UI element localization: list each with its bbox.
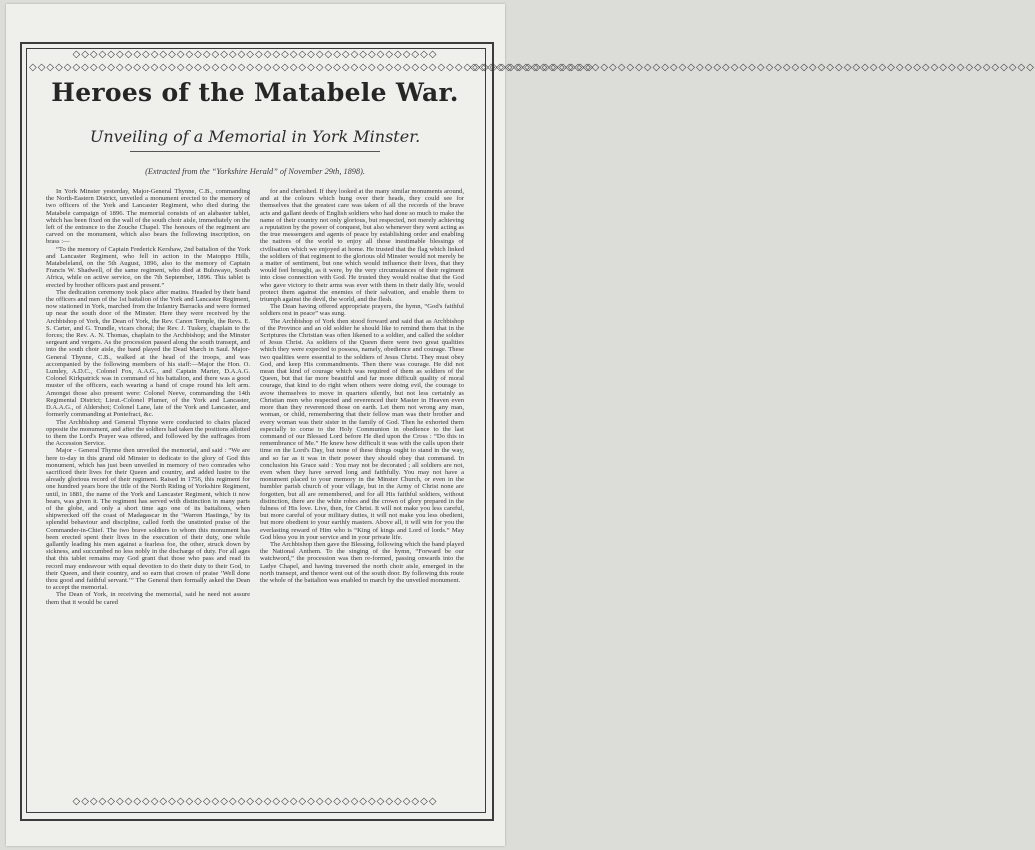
ornamental-border-left: ◇◇◇◇◇◇◇◇◇◇◇◇◇◇◇◇◇◇◇◇◇◇◇◇◇◇◇◇◇◇◇◇◇◇◇◇◇◇◇◇◇◇◇◇◇◇◇◇◇◇◇◇◇◇◇◇◇◇◇◇◇◇◇◇◇	[29, 62, 594, 73]
article-paragraph: The Dean having offered appropriate prayers, the hymn, “God's faithful soldiers rest in peace” was sung.	[260, 303, 464, 318]
source-note: (Extracted from the “Yorkshire Herald” of November 29th, 1898).	[145, 167, 365, 176]
article-paragraph: The dedication ceremony took place after matins. Headed by their band the officers and men of the 1st battalion of the York and Lancaster Regiment, now stationed in York, marched from the Infantry Barracks and were formed up near the south door of the Minster. Here they were received by the Archbishop of York, the Dean of York, the Rev. Canon Temple, the Revs. E. S. Carter, and G. Trundle, vicars choral; the Rev. J. Tuskey, chaplain to the forces; the Rev. A. N. Thomas, chaplain to the Archbishop; and the Minster sergeant and vergers. As the procession passed along the south transept, and into the south choir aisle, the band played the Dead March in Saul. Major-General Thynne, C.B., walked at the head of the troops, and was accompanied by the following members of his staff:—Major the Hon. O. Lumley, A.D.C., Colonel Fox, A.A.G., and Captain Marter, D.A.A.G. Colonel Kirkpatrick was in command of his battalion, and there was a good muster of the officers, each wearing a band of crape round his left arm. Amongst those also present were: Colonel Neeve, commanding the 14th Regimental District; Lieut.-Colonel Plumer, of the York and Lancaster, D.A.A.G., of Aldershot; Colonel Lane, late of the York and Lancaster, and formerly commanding at Pontefract, &c.	[46, 288, 250, 419]
newspaper-sheet	[6, 4, 1035, 846]
article-paragraph: The Archbishop and General Thynne were conducted to chairs placed opposite the monument, and after the soldiers had taken the positions allotted to them the Lord's Prayer was offered, and followed by the suffrages from the Accession Service.	[46, 418, 250, 448]
article-paragraph: In York Minster yesterday, Major-General Thynne, C.B., commanding the North-Eastern District, unveiled a monument erected to the memory of two officers of the York and Lancaster Regiment, who died during the Matabele campaign of 1896. The memorial consists of an alabaster tablet, which has been fixed on the wall of the south choir aisle, immediately on the left of the entrance to the Zouche Chapel. The honours of the regiment are carved on the monument, which also bears the following inscription, on brass :—	[46, 188, 250, 246]
ornamental-border-top: ◇◇◇◇◇◇◇◇◇◇◇◇◇◇◇◇◇◇◇◇◇◇◇◇◇◇◇◇◇◇◇◇◇◇◇◇◇◇◇◇◇◇	[72, 49, 438, 60]
article-columns	[46, 188, 464, 788]
article-paragraph: Major - General Thynne then unveiled the memorial, and said : “We are here to-day in this grand old Minster to dedicate to the glory of God this monument, which has just been unveiled in memory of two comrades who sacrificed their lives for their Queen and country, and added lustre to the already glorious record of their regiment. Raised in 1756, this regiment for one hundred years bore the title of the North Riding of Yorkshire Regiment, until, in 1881, the name of the York and Lancaster Regiment, which it now bears, was given it. The regiment has served with distinction in many parts of the globe, and only a short time ago one of its battalions, when shipwrecked off the coast of Madagascar in the ‘Warren Hastings,’ by its splendid behaviour and discipline, called forth the unstinted praise of the Commander-in-Chief. The two brave soldiers to whom this monument has been erected spent their lives in the execution of their duty, one while gallantly leading his men against a fearless foe, the other, struck down by sickness, and succumbed no less nobly in the discharge of duty. For all ages that this tablet remains may God grant that those who pass and read its record may endeavour with equal devotion to do their duty to their God, to their Queen, and their country, and so earn that crown of praise ‘Well done thou good and faithful servant.’” The General then formally asked the Dean to accept the memorial.	[46, 447, 250, 592]
subtitle-underline	[130, 151, 380, 152]
article-paragraph: “To the memory of Captain Frederick Kershaw, 2nd battalion of the York and Lancaster Regiment, who fell in action in the Matoppo Hills, Matabeleland, on the 5th August, 1896, also to the memory of Captain Francis W. Shadwell, of the same regiment, who died at Buluwayo, South Africa, while on active service, on the 7th September, 1896. This tablet is erected by brother officers past and present.”	[46, 245, 250, 289]
column-right	[260, 188, 464, 788]
ornamental-border-right: ◇◇◇◇◇◇◇◇◇◇◇◇◇◇◇◇◇◇◇◇◇◇◇◇◇◇◇◇◇◇◇◇◇◇◇◇◇◇◇◇◇◇◇◇◇◇◇◇◇◇◇◇◇◇◇◇◇◇◇◇◇◇◇◇◇	[470, 62, 1035, 73]
article-paragraph: for and cherished. If they looked at the many similar monuments around, and at the colours which hung over their heads, they could see for themselves that the greatest care was taken of all the records of the brave acts and gallant deeds of English soldiers who had done so much to make the name of their country not only glorious, but respected, not merely achieving a reputation by the power of conquest, but also whenever they went acting as the true messengers and agents of peace by establishing order and enabling the natives of the world to enjoy all those inestimable blessings of civilisation which we enjoyed at home. He trusted that the flag which linked the soldiers of that regiment to the glorious old Minster would not merely be a matter of sentiment, but one which would influence their lives, that they would feel brought, as it were, by the very circumstances of their regiment into close connection with God. He trusted they would realise that the God who gave victory to their arms was ever with them in their daily life, would protect them against the enemies of their salvation, and enable them to triumph against the devil, the world, and the flesh.	[260, 188, 464, 304]
article-title: Heroes of the Matabele War.	[51, 78, 459, 107]
ornamental-border-bottom: ◇◇◇◇◇◇◇◇◇◇◇◇◇◇◇◇◇◇◇◇◇◇◇◇◇◇◇◇◇◇◇◇◇◇◇◇◇◇◇◇◇◇	[72, 796, 438, 807]
article	[46, 68, 464, 794]
article-paragraph: The Dean of York, in receiving the memorial, said he need not assure them that it would be cared	[46, 591, 250, 606]
article-paragraph: The Archbishop of York then stood forward and said that as Archbishop of the Province and an old soldier he should like to remind them that in the Scriptures the Christian was often likened to a soldier, and called the soldier of Jesus Christ. As soldiers of the Queen there were two great qualities which they were expected to possess, namely, obedience and courage. These two qualities were essential to the soldiers of Jesus Christ. They must obey God, and keep His commandments. Then there was courage. He did not mean that kind of courage which was required of them as soldiers of the Queen, but that far more beautiful and far more difficult quality of moral courage, that kind to do right when others were doing evil, the courage to avow themselves to move in quarters silently, but not less certainly as Christian men who respected and reverenced their Master in Heaven even more than they reverenced those on earth. Let them not wrong any man, woman, or child, remembering that their fellow man was their brother and every woman was their sister in the family of God. Then he exhorted them especially to come to the Holy Communion in obedience to the last command of our Blessed Lord before He died upon the Cross : “Do this in remembrance of Me.” He knew how difficult it was with the calls upon their time on the Lord's Day, but none of these things ought to stand in the way, and so far as it was in their power they should obey that command. In conclusion his Grace said : You may not be decorated ; all soldiers are not, even when they have served long and faithfully. You may not have a monument placed to your memory in the Minster Church, or even in the humbler parish church of your village, but in the Army of Christ none are forgotten, but all are remembered, and for all His faithful soldiers, without distinction, there are the white robes and the crown of glory prepared in the fulness of His love. Live, then, for Christ. It will not make you less careful, but more careful of your military duties, it will not make you less obedient, but more obedient to your earthly masters. Above all, it will win for you the everlasting reward of Him who is “King of kings and Lord of lords.” May God bless you in your service and in your private life.	[260, 317, 464, 541]
column-left	[46, 188, 250, 788]
article-subtitle: Unveiling of a Memorial in York Minster.	[89, 127, 421, 146]
article-paragraph: The Archbishop then gave the Blessing, following which the band played the National Anthem. To the singing of the hymn, “Forward be our watchword,” the procession was then re-formed, passing onwards into the Ladye Chapel, and having traversed the north choir aisle, emerged in the north transept, and thence went out of the south door. By following this route the whole of the battalion was enabled to march by the unveiled monument.	[260, 540, 464, 584]
